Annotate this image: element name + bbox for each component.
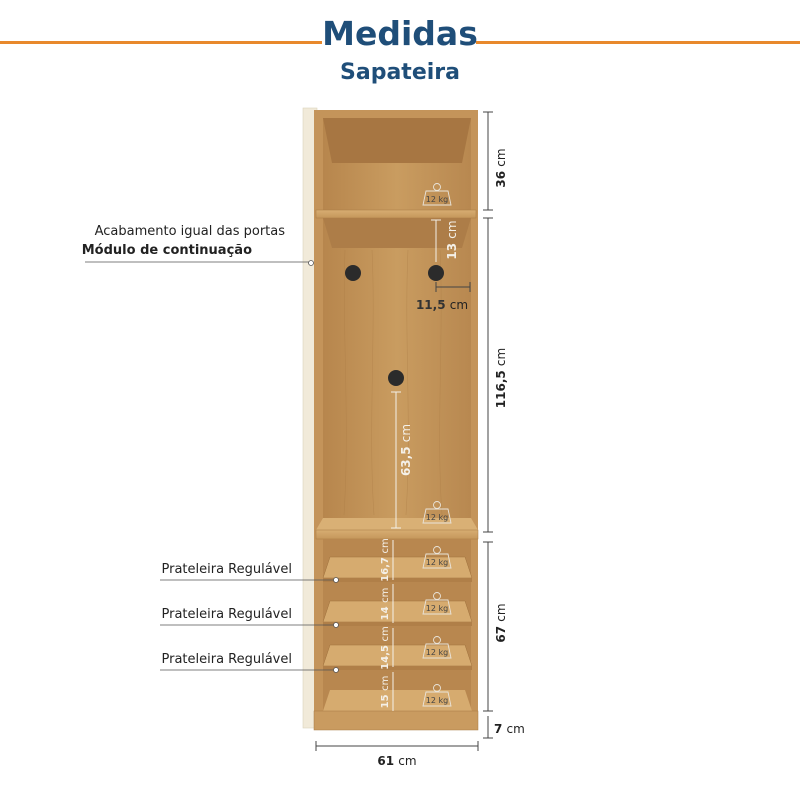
- shoe-shelf-1-edge: [323, 578, 472, 582]
- dim-top-unit: cm: [494, 148, 508, 167]
- dim-width-value: 61: [377, 754, 395, 768]
- svg-text:16,7 cm: [380, 538, 391, 581]
- dim-width-unit: cm: [398, 754, 417, 768]
- dim-hook-v-value: 13: [445, 242, 459, 260]
- dim-top: [494, 148, 508, 187]
- middle-shelf: [316, 530, 478, 539]
- plinth: [314, 711, 478, 730]
- dim-base: [494, 722, 525, 736]
- weight-label: 12 kg: [425, 604, 449, 613]
- dim-bottom-value: 67: [494, 625, 508, 643]
- dim-gap4-unit: cm: [380, 675, 391, 691]
- shelf-callout-3: Prateleira Regulável: [161, 652, 292, 667]
- shoe-shelf-3-edge: [323, 666, 472, 670]
- dim-gap2-value: 14: [380, 606, 391, 621]
- hook-icon: [388, 370, 404, 386]
- shelf-callout-2: Prateleira Regulável: [161, 607, 292, 622]
- shoe-shelf-2-edge: [323, 622, 472, 626]
- dim-gap3-value: 14,5: [380, 645, 391, 670]
- dim-bottom-unit: cm: [494, 603, 508, 622]
- dim-gap1-value: 16,7: [380, 557, 391, 582]
- svg-text:15 cm: [380, 676, 391, 709]
- hook-icon: [345, 265, 361, 281]
- dim-hook-horizontal: [416, 298, 468, 312]
- weight-label: 12 kg: [425, 195, 449, 204]
- svg-text:67 cm: [494, 603, 508, 642]
- dim-gap2-unit: cm: [380, 587, 391, 603]
- shelf-callout-1: Prateleira Regulável: [161, 562, 292, 577]
- dim-hook-v-unit: cm: [445, 220, 459, 239]
- dim-hook-h-value: 11,5: [415, 298, 446, 312]
- top-shelf: [316, 210, 476, 218]
- weight-label: 12 kg: [425, 558, 449, 567]
- page-subtitle: Sapateira: [340, 60, 460, 85]
- weight-label: 12 kg: [425, 513, 449, 522]
- finish-callout-line1: Acabamento igual das portas: [94, 224, 285, 239]
- svg-text:14,5 cm: [380, 626, 391, 669]
- dim-shelf-gap-1: [380, 538, 391, 581]
- svg-text:116,5 cm: [494, 348, 508, 408]
- dim-bottom: [494, 603, 508, 642]
- top-compartment-ceiling: [323, 118, 471, 163]
- dim-hanging-unit: cm: [399, 423, 413, 443]
- shoe-shelf-3: [323, 645, 472, 666]
- svg-text:63,5 cm: [399, 424, 413, 476]
- hook-icon: [428, 265, 444, 281]
- dim-middle-value: 116,5: [494, 370, 508, 409]
- dim-gap1-unit: cm: [380, 538, 391, 554]
- dim-shelf-gap-3: [380, 626, 391, 669]
- dim-middle-unit: cm: [494, 347, 508, 367]
- svg-text:36 cm: [494, 148, 508, 187]
- dim-hook-vertical: [445, 220, 459, 259]
- weight-label: 12 kg: [425, 696, 449, 705]
- shoe-shelf-2: [323, 601, 472, 622]
- dim-hanging: [399, 424, 413, 476]
- dim-gap4-value: 15: [380, 694, 391, 709]
- dim-top-value: 36: [494, 170, 508, 188]
- dim-base-value: 7: [494, 722, 503, 736]
- page-title: Medidas: [322, 14, 478, 53]
- dim-hanging-value: 63,5: [399, 446, 413, 477]
- callout-leaders: [85, 261, 339, 673]
- dim-middle: [494, 348, 508, 408]
- dim-shelf-gap-2: [380, 588, 391, 621]
- dim-width: [377, 754, 416, 768]
- svg-text:14 cm: [380, 588, 391, 621]
- svg-text:13 cm: [445, 220, 459, 259]
- dim-base-unit: cm: [506, 722, 525, 736]
- dim-gap3-unit: cm: [380, 626, 391, 642]
- dim-hook-h-unit: cm: [449, 298, 469, 312]
- weight-label: 12 kg: [425, 648, 449, 657]
- dim-shelf-gap-4: [380, 676, 391, 709]
- finish-callout-line2-text: Módulo de continuação: [81, 243, 252, 258]
